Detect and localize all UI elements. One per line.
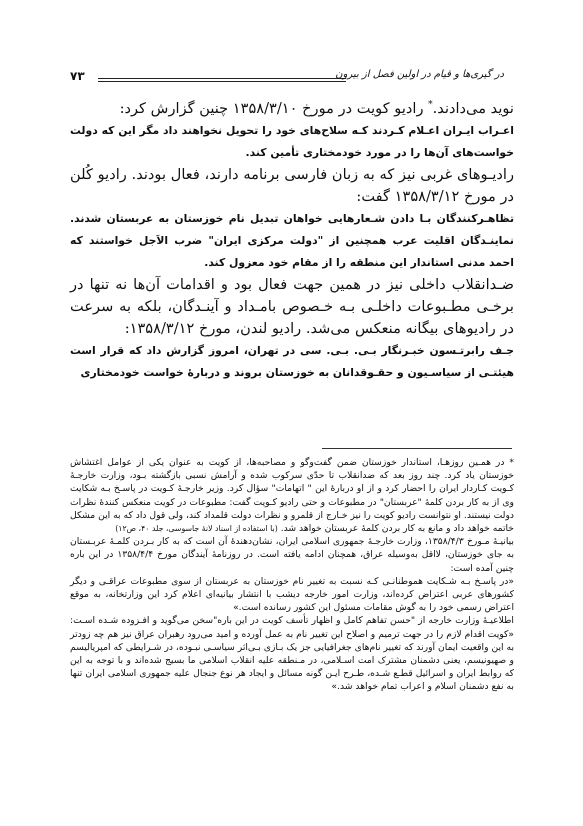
- header-rule: [98, 78, 346, 79]
- running-title: در گیری‌ها و قیام در اولین فصل از بیرون: [335, 69, 504, 80]
- paragraph-counterrevolution: ضـدانقلاب داخلی نیز در همین جهت فعال بود و اقدامات آن‌ها نه تنها در برخـی مطـبوعات داخلـی بـه خـصوص بامـداد و آینـدگان، بلکه به سرعت در رادیوهای بیگانه منعکس می‌شد. رادیو لندن، مورخ ۱۳۵۸/۳/۱۲:: [70, 275, 514, 337]
- footnote-marker: *: [428, 100, 433, 110]
- footnote-1: [70, 456, 514, 535]
- footnote-4: اطلاعیـهٔ وزارت خارجه از "حسن تفاهم کامل و اظهار تأسف کویت در این باره"سخن می‌گوید و افـزوده شـده اسـت: «کویت اقدام لازم را در جهت ترمیم و اصلاح این تغییر نام به عمل آورده و امید می‌رود رهبران عراق نیز هم چه زودتر به این واقعیت ایمان آورند که تغییر نام‌های جغرافیایی جز یک بـازی بـی‌اثر سیاسـی نبـوده، در شـرایطی که امپریالیسم و صهیونیسم، یعنی دشمنان مشترک امت اسـلامی، در مـنطقه علیه انقلاب اسلامی ما بسیج شده‌اند و با توجه به این که روابط ایران و اسرائیل قطـع شـده، طـرح ایـن گونه مسائل و ایجاد هر نوع جنجال علیه جمهوری اسلامی ایران تنها به نفع دشمنان اسلام و اعراب تمام خواهد شد.»: [70, 615, 514, 693]
- footnote-source: (با استفاده از اسناد لانهٔ جاسوسی، جلد ۴۰، ص۱۲): [115, 524, 278, 534]
- quote-cologne-radio: تظاهـرکنندگان بـا دادن شـعارهایی خواهان تبدیل نام خوزستان به عربستان شدند. نماینـدگان اقلیت عرب همچنین از "دولت مرکزی ایران" ضرب الاَجل خواستند که احمد مدنی استاندار این منطقه را از مقام خود معزول کند.: [70, 211, 514, 269]
- footnote-3: «در پاسـخ بـه شـکایت هموطنانـی کـه نسبت به تغییر نام خوزستان به عربستان از سوی مطبوعات عراقـی و دیگر کشورهای عربی اعتراض کرده‌اند، وزارت امور خارجه دیشب با انتشار بیانیه‌ای اعلام کرد این وزارتخانه، به موقع اعتراض رسمی خود را به گوش مقامات مسئول این کشور رسانده است.»: [70, 575, 514, 614]
- footnotes: [70, 456, 514, 694]
- paragraph-intro: [70, 94, 514, 120]
- quote-kuwait-radio: اعـراب ایـران اعـلام کـردند کـه سلاح‌های خود را تحویل نخواهند داد مگر این که دولت خواست‌های آن‌ها را در مورد خودمختاری تأمین کند.: [70, 123, 514, 159]
- footnote-1-text: * در همـین روزهـا، استاندار خوزستان ضمن گفت‌وگو و مصاحبه‌ها، از کویت به عنوان یکی از عوامل اغتشاش خوزستان یاد کرد. چند روز بعد که ضدانقلاب تا حدّی سرکوب شده و آرامش نسبی بازگشته بـود، وزارت خارجـهٔ کـویت کـاردار ایران را احضار کرد و از او دربارهٔ این " اتهامات" سؤال کرد. وزیر خارجـهٔ کـویت در پاسـخ بـه شکایت وی از به کار بردن کلمهٔ "عربستان" در مطبوعات و حتی رادیو کـویت گفت: مطبوعات در کویت منعکس کنندهٔ نظرات دولت نیستند. او نتوانست رادیو کویت را نیز خـارج از قلمرو و نظرات دولت قلمداد کند، ولی قول داد که به این مشکل خاتمه خواهد داد و مانع به کار بردن کلمهٔ عربستان خواهد شد.: [70, 457, 514, 535]
- intro-text: نوید می‌دادند.: [432, 99, 514, 117]
- quote-bbc: جـف رابرتـسون خبـرنگار بـی. بـی. سی در تهران، امروز گزارش داد که قرار است هیئتـی از سیاسـیون و حقـوقدانان به خوزستان بروند و دربارهٔ خواست خودمختاری: [70, 343, 514, 379]
- footnote-2: بیانیـهٔ مـورخ ۱۳۵۸/۴/۳، وزارت خارجـهٔ جمهوری اسلامی ایران، نشان‌دهندهٔ آن است که به کار بـردن کلمـهٔ عربـستان به جای خوزستان، لااقل به‌وسیله عراق، همچنان ادامه یافته است. در روزنامهٔ آیندگان مورخ ۱۳۵۸/۴/۴ در این باره چنین آمده است:: [70, 536, 515, 574]
- page-header: [68, 66, 516, 88]
- paragraph-western-radios: رادیـوهای غربی نیز که به زبان فارسی برنامه دارند، فعال بودند. رادیو کُلن در مورخ ۱۳۵۸/۳/۱۲ گفت:: [70, 165, 514, 205]
- main-text: [70, 94, 514, 384]
- footnote-separator: [322, 448, 512, 449]
- page-number: ۷۳: [70, 69, 85, 83]
- intro-text-cont: رادیو کویت در مورخ ۱۳۵۸/۳/۱۰ چنین گزارش کرد:: [119, 99, 429, 117]
- header-rule-secondary: [98, 81, 346, 82]
